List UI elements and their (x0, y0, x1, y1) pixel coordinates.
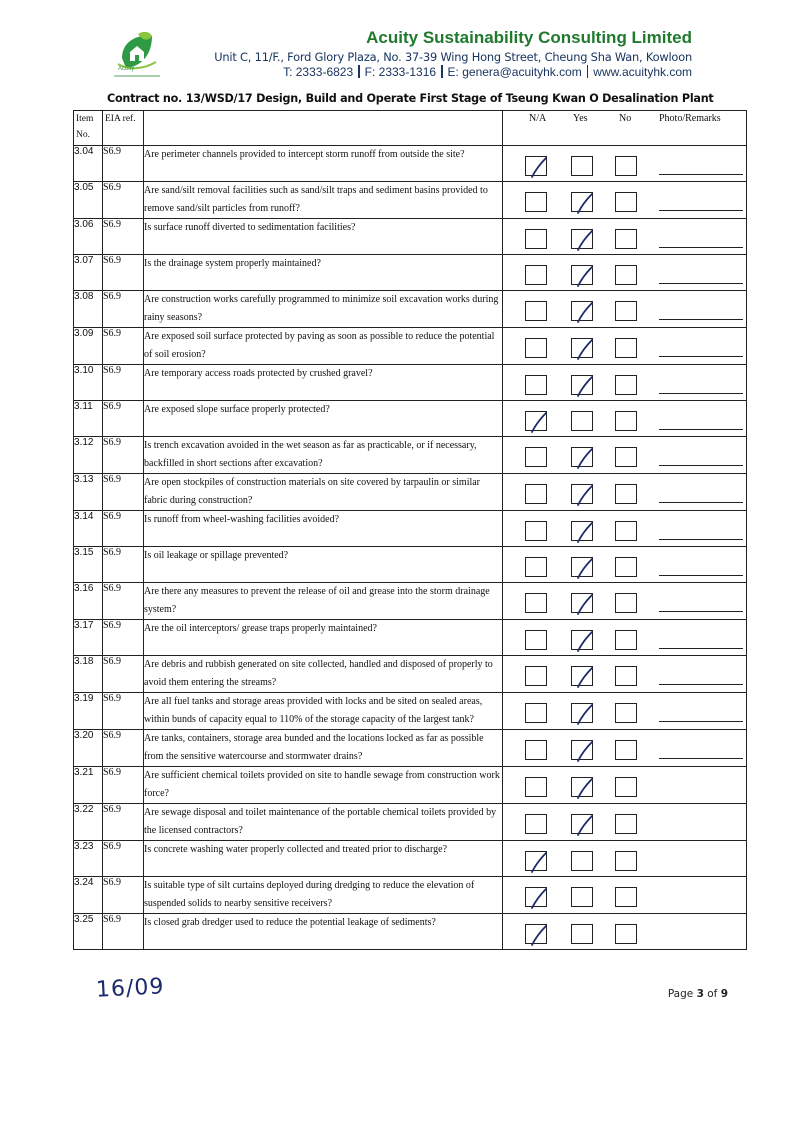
eia-ref: S6.9 (103, 767, 144, 804)
item-no: 3.20 (74, 730, 103, 767)
table-row (74, 547, 747, 583)
checkbox-no[interactable] (615, 156, 637, 176)
answer-cell (503, 914, 747, 950)
item-no: 3.10 (74, 365, 103, 401)
item-no: 3.08 (74, 291, 103, 328)
table-header-row (74, 111, 747, 146)
item-no: 3.25 (74, 914, 103, 950)
question-text: Is the drainage system properly maintained? (144, 255, 503, 291)
checkmark-icon (575, 665, 593, 689)
item-no: 3.16 (74, 583, 103, 620)
eia-ref: S6.9 (103, 804, 144, 841)
checkbox-yes[interactable] (571, 265, 593, 285)
table-row (74, 182, 747, 219)
contact-line (283, 65, 692, 79)
checkmark-icon (529, 850, 547, 874)
header-question (144, 111, 503, 146)
checkbox-na[interactable] (525, 301, 547, 321)
checkmark-icon (575, 776, 593, 800)
checkbox-na[interactable] (525, 411, 547, 431)
eia-ref: S6.9 (103, 182, 144, 219)
eia-ref: S6.9 (103, 914, 144, 950)
remarks-field[interactable] (659, 429, 743, 430)
header-eia-ref (103, 111, 144, 146)
table-row (74, 730, 747, 767)
answer-cell (503, 182, 747, 219)
eia-ref: S6.9 (103, 328, 144, 365)
checkbox-no[interactable] (615, 630, 637, 650)
item-no: 3.14 (74, 511, 103, 547)
question-text: Is oil leakage or spillage prevented? (144, 547, 503, 583)
checkmark-icon (575, 629, 593, 653)
table-row (74, 693, 747, 730)
checkbox-no[interactable] (615, 375, 637, 395)
item-no: 3.17 (74, 620, 103, 656)
answer-cell (503, 146, 747, 182)
eia-ref: S6.9 (103, 841, 144, 877)
checkbox-no[interactable] (615, 777, 637, 797)
table-row (74, 804, 747, 841)
email: E: genera@acuityhk.com (447, 65, 582, 79)
checkmark-icon (575, 702, 593, 726)
table-row (74, 328, 747, 365)
checkbox-yes[interactable] (571, 593, 593, 613)
checkbox-yes[interactable] (571, 411, 593, 431)
item-no: 3.11 (74, 401, 103, 437)
checkbox-no[interactable] (615, 521, 637, 541)
remarks-field[interactable] (659, 465, 743, 466)
checkbox-yes[interactable] (571, 156, 593, 176)
answer-cell (503, 401, 747, 437)
page-prefix: Page (667, 988, 697, 1000)
answer-cell (503, 583, 747, 620)
item-no: 3.13 (74, 474, 103, 511)
checkbox-yes[interactable] (571, 814, 593, 834)
checkbox-na[interactable] (525, 338, 547, 358)
item-no: 3.24 (74, 877, 103, 914)
checkmark-icon (529, 155, 547, 179)
table-row (74, 437, 747, 474)
item-no: 3.04 (74, 146, 103, 182)
eia-ref: S6.9 (103, 146, 144, 182)
checkbox-na[interactable] (525, 484, 547, 504)
checkbox-no[interactable] (615, 484, 637, 504)
contract-title: Contract no. 13/WSD/17 Design, Build and Operate First Stage of Tseung Kwan O Desalination Plant (107, 92, 714, 105)
remarks-field[interactable] (659, 174, 743, 175)
answer-cell (503, 620, 747, 656)
answer-cell (503, 437, 747, 474)
fax: F: 2333-1316 (364, 65, 437, 79)
answer-cell (503, 328, 747, 365)
question-text: Is trench excavation avoided in the wet season as far as practicable, or if necessary, backfilled in short sections after excavation? (144, 437, 503, 474)
remarks-field[interactable] (659, 648, 743, 649)
handwritten-date: 16/09 (95, 974, 166, 1003)
checkbox-no[interactable] (615, 593, 637, 613)
checkbox-yes[interactable] (571, 630, 593, 650)
question-text: Are exposed slope surface properly protected? (144, 401, 503, 437)
question-text: Are tanks, containers, storage area bunded and the locations locked as far as possible from the sensitive watercourse and stormwater drains? (144, 730, 503, 767)
eia-ref: S6.9 (103, 365, 144, 401)
table-row (74, 365, 747, 401)
answer-cell (503, 255, 747, 291)
checkbox-na[interactable] (525, 703, 547, 723)
answer-cell (503, 730, 747, 767)
table-row (74, 511, 747, 547)
eia-ref: S6.9 (103, 877, 144, 914)
remarks-field[interactable] (659, 575, 743, 576)
checkbox-na[interactable] (525, 887, 547, 907)
header-remarks: Photo/Remarks (659, 113, 721, 124)
checkmark-icon (575, 228, 593, 252)
table-row (74, 219, 747, 255)
checkbox-yes[interactable] (571, 887, 593, 907)
checkbox-no[interactable] (615, 192, 637, 212)
eia-ref: S6.9 (103, 511, 144, 547)
question-text: Are sand/silt removal facilities such as sand/silt traps and sediment basins provided to remove sand/silt particles from runoff? (144, 182, 503, 219)
header-no-label: No. (76, 130, 90, 140)
checkbox-no[interactable] (615, 666, 637, 686)
eia-ref: S6.9 (103, 583, 144, 620)
checkbox-no[interactable] (615, 740, 637, 760)
eia-ref: S6.9 (103, 255, 144, 291)
eia-ref: S6.9 (103, 656, 144, 693)
question-text: Is surface runoff diverted to sedimentation facilities? (144, 219, 503, 255)
answer-cell (503, 219, 747, 255)
header-answers (503, 111, 747, 146)
checkbox-na[interactable] (525, 192, 547, 212)
remarks-field[interactable] (659, 356, 743, 357)
item-no: 3.05 (74, 182, 103, 219)
checkbox-na[interactable] (525, 521, 547, 541)
eia-ref: S6.9 (103, 547, 144, 583)
checkmark-icon (575, 374, 593, 398)
item-no: 3.19 (74, 693, 103, 730)
website: www.acuityhk.com (593, 65, 692, 79)
eia-ref: S6.9 (103, 730, 144, 767)
checkbox-no[interactable] (615, 411, 637, 431)
answer-cell (503, 511, 747, 547)
checkmark-icon (575, 739, 593, 763)
checkmark-icon (575, 337, 593, 361)
company-address: Unit C, 11/F., Ford Glory Plaza, No. 37-39 Wing Hong Street, Cheung Sha Wan, Kowloon (214, 50, 692, 64)
eia-ref: S6.9 (103, 219, 144, 255)
separator (358, 65, 360, 78)
answer-cell (503, 291, 747, 328)
page-total: 9 (720, 988, 728, 1000)
item-no: 3.22 (74, 804, 103, 841)
question-text: Are construction works carefully programmed to minimize soil excavation works during rainy seasons? (144, 291, 503, 328)
remarks-field[interactable] (659, 758, 743, 759)
header-yes: Yes (573, 113, 588, 124)
checkbox-yes[interactable] (571, 703, 593, 723)
table-row (74, 255, 747, 291)
item-no: 3.18 (74, 656, 103, 693)
remarks-field[interactable] (659, 393, 743, 394)
checkmark-icon (575, 592, 593, 616)
item-no: 3.12 (74, 437, 103, 474)
remarks-field[interactable] (659, 539, 743, 540)
checkbox-yes[interactable] (571, 740, 593, 760)
checkbox-no[interactable] (615, 229, 637, 249)
question-text: Are open stockpiles of construction materials on site covered by tarpaulin or similar fabric during construction? (144, 474, 503, 511)
checkmark-icon (529, 886, 547, 910)
table-row (74, 146, 747, 182)
remarks-field[interactable] (659, 283, 743, 284)
question-text: Is runoff from wheel-washing facilities avoided? (144, 511, 503, 547)
checkbox-no[interactable] (615, 301, 637, 321)
question-text: Is concrete washing water properly collected and treated prior to discharge? (144, 841, 503, 877)
header-eia-label: EIA ref. (105, 114, 136, 124)
item-no: 3.06 (74, 219, 103, 255)
answer-cell (503, 365, 747, 401)
checkbox-na[interactable] (525, 265, 547, 285)
question-text: Are temporary access roads protected by crushed gravel? (144, 365, 503, 401)
checkbox-na[interactable] (525, 666, 547, 686)
question-text: Is closed grab dredger used to reduce the potential leakage of sediments? (144, 914, 503, 950)
checkmark-icon (575, 483, 593, 507)
item-no: 3.07 (74, 255, 103, 291)
item-no: 3.23 (74, 841, 103, 877)
eia-ref: S6.9 (103, 401, 144, 437)
checkbox-yes[interactable] (571, 338, 593, 358)
header-na: N/A (529, 113, 547, 124)
checkbox-yes[interactable] (571, 851, 593, 871)
item-no: 3.15 (74, 547, 103, 583)
separator (441, 65, 443, 78)
checkbox-na[interactable] (525, 557, 547, 577)
answer-cell (503, 841, 747, 877)
page-current: 3 (696, 988, 704, 1000)
eia-ref: S6.9 (103, 437, 144, 474)
checkbox-na[interactable] (525, 229, 547, 249)
page-number (668, 988, 728, 1000)
question-text: Are debris and rubbish generated on site collected, handled and disposed of properly to avoid them entering the streams? (144, 656, 503, 693)
remarks-field[interactable] (659, 502, 743, 503)
checkbox-na[interactable] (525, 740, 547, 760)
table-row (74, 914, 747, 950)
answer-cell (503, 656, 747, 693)
remarks-field[interactable] (659, 684, 743, 685)
question-text: Are perimeter channels provided to intercept storm runoff from outside the site? (144, 146, 503, 182)
table-row (74, 877, 747, 914)
checkbox-na[interactable] (525, 630, 547, 650)
question-text: Are there any measures to prevent the release of oil and grease into the storm drainage system? (144, 583, 503, 620)
question-text: Are sewage disposal and toilet maintenance of the portable chemical toilets provided by the licensed contractors? (144, 804, 503, 841)
checkbox-yes[interactable] (571, 192, 593, 212)
checkbox-yes[interactable] (571, 375, 593, 395)
checkbox-no[interactable] (615, 447, 637, 467)
eia-ref: S6.9 (103, 474, 144, 511)
checkbox-na[interactable] (525, 924, 547, 944)
checkbox-na[interactable] (525, 777, 547, 797)
checkmark-icon (575, 813, 593, 837)
header-item-no (74, 111, 103, 146)
question-text: Are exposed soil surface protected by paving as soon as possible to reduce the potential of soil erosion? (144, 328, 503, 365)
table-row (74, 620, 747, 656)
checkbox-na[interactable] (525, 156, 547, 176)
checkbox-na[interactable] (525, 814, 547, 834)
checkbox-yes[interactable] (571, 924, 593, 944)
checkbox-no[interactable] (615, 887, 637, 907)
table-row (74, 656, 747, 693)
item-no: 3.09 (74, 328, 103, 365)
remarks-field[interactable] (659, 721, 743, 722)
checkbox-no[interactable] (615, 814, 637, 834)
checkbox-no[interactable] (615, 924, 637, 944)
table-row (74, 841, 747, 877)
question-text: Are all fuel tanks and storage areas provided with locks and be sited on sealed areas, within bunds of capacity equal to 110% of the storage capacity of the largest tank? (144, 693, 503, 730)
separator (587, 65, 589, 78)
checkmark-icon (575, 191, 593, 215)
header-no: No (619, 113, 632, 124)
phone: T: 2333-6823 (283, 65, 354, 79)
logo-tagline (114, 75, 160, 77)
checkmark-icon (575, 520, 593, 544)
eia-ref: S6.9 (103, 291, 144, 328)
header-item-label: Item (76, 114, 94, 124)
checkbox-no[interactable] (615, 851, 637, 871)
question-text: Is suitable type of silt curtains deployed during dredging to reduce the elevation of suspended solids to nearby sensitive receivers? (144, 877, 503, 914)
logo-label: Acuity (118, 66, 135, 72)
table-row (74, 291, 747, 328)
remarks-field[interactable] (659, 247, 743, 248)
checkbox-no[interactable] (615, 557, 637, 577)
table-row (74, 401, 747, 437)
checkbox-yes[interactable] (571, 229, 593, 249)
checkbox-na[interactable] (525, 851, 547, 871)
checkbox-na[interactable] (525, 593, 547, 613)
checkmark-icon (575, 446, 593, 470)
checkbox-na[interactable] (525, 375, 547, 395)
answer-cell (503, 693, 747, 730)
answer-cell (503, 767, 747, 804)
answer-cell (503, 547, 747, 583)
answer-cell (503, 877, 747, 914)
checkbox-yes[interactable] (571, 777, 593, 797)
answer-cell (503, 804, 747, 841)
checkbox-yes[interactable] (571, 447, 593, 467)
checkmark-icon (575, 264, 593, 288)
checkbox-yes[interactable] (571, 666, 593, 686)
checkbox-no[interactable] (615, 265, 637, 285)
checkmark-icon (529, 410, 547, 434)
remarks-field[interactable] (659, 319, 743, 320)
checkbox-yes[interactable] (571, 521, 593, 541)
table-row (74, 767, 747, 804)
page-of: of (703, 988, 721, 1000)
eia-ref: S6.9 (103, 693, 144, 730)
checkbox-yes[interactable] (571, 301, 593, 321)
checkmark-icon (575, 300, 593, 324)
eia-ref: S6.9 (103, 620, 144, 656)
checkmark-icon (529, 923, 547, 947)
checkbox-yes[interactable] (571, 557, 593, 577)
checkbox-no[interactable] (615, 703, 637, 723)
checkbox-no[interactable] (615, 338, 637, 358)
company-name: Acuity Sustainability Consulting Limited (366, 28, 692, 47)
checklist-table (73, 110, 747, 950)
item-no: 3.21 (74, 767, 103, 804)
remarks-field[interactable] (659, 611, 743, 612)
question-text: Are sufficient chemical toilets provided on site to handle sewage from construction work force? (144, 767, 503, 804)
checkbox-na[interactable] (525, 447, 547, 467)
table-row (74, 583, 747, 620)
remarks-field[interactable] (659, 210, 743, 211)
checkmark-icon (575, 556, 593, 580)
answer-cell (503, 474, 747, 511)
checkbox-yes[interactable] (571, 484, 593, 504)
question-text: Are the oil interceptors/ grease traps properly maintained? (144, 620, 503, 656)
table-row (74, 474, 747, 511)
